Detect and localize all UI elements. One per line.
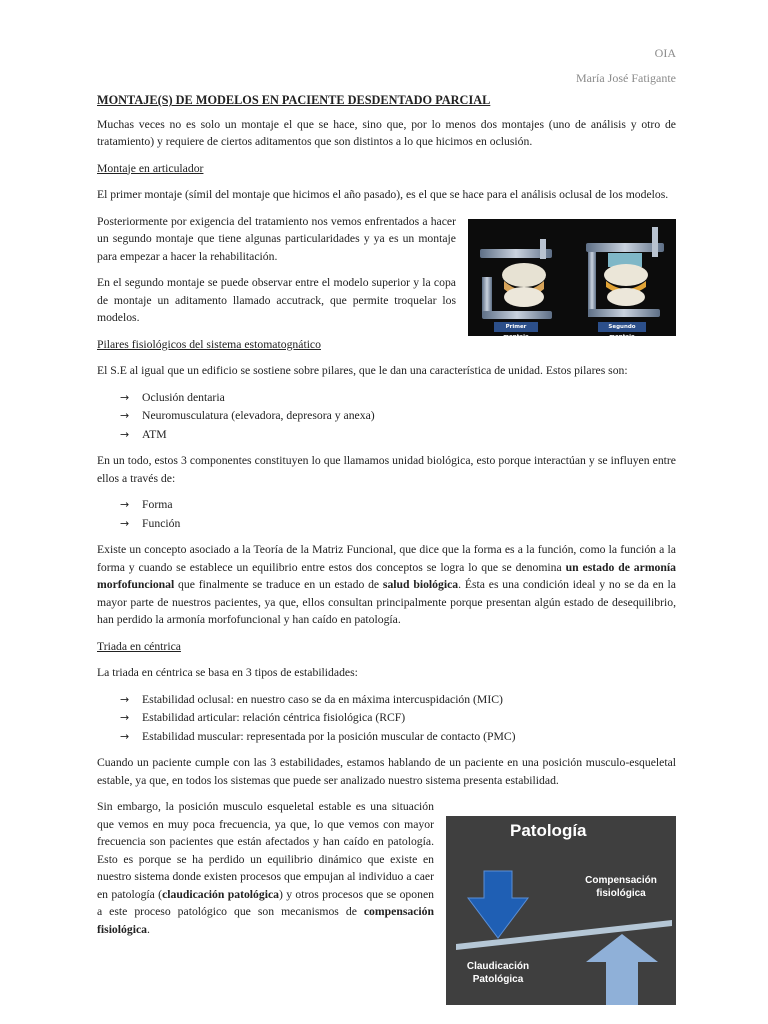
stability-list: [97, 691, 676, 746]
arrow-up-icon: [586, 934, 658, 1005]
pathology-diagram: [446, 816, 676, 1005]
arrow-right-icon: →: [120, 409, 130, 422]
caption-segundo-montaje: Segundo montaje: [598, 322, 646, 332]
intro-paragraph: Muchas veces no es solo un montaje el que se hace, sino que, por lo menos dos montajes (uno de análisis y otro de tratamiento) y requiere de ciertos aditamentos que son distintos a lo que hicimos en oclusión.: [97, 117, 676, 148]
section-heading-triada: Triada en céntrica: [97, 639, 181, 653]
list-item: → Estabilidad oclusal: en nuestro caso se da en máxima intercuspidación (MIC): [120, 691, 676, 709]
montaje-paragraph-3: En el segundo montaje se puede observar entre el modelo superior y la copa de montaje un aditamento llamado accutrack, que permite troquelar los modelos.: [97, 276, 456, 324]
caption-primer-montaje: Primer montaje: [494, 322, 538, 332]
articulator-photo: [468, 219, 676, 340]
pathology-diagram-panel: [446, 816, 676, 1005]
arrow-right-icon: →: [120, 390, 130, 404]
list-item: → Neuromusculatura (elevadora, depresora y anexa): [120, 407, 676, 425]
header-course: OIA: [654, 46, 676, 60]
arrow-right-icon: →: [120, 427, 130, 441]
pilares-paragraph-2: En un todo, estos 3 componentes constituyen lo que llamamos unidad biológica, esto porque interactúan y se influyen entre ellos a través de:: [97, 454, 676, 485]
section-heading-montaje: Montaje en articulador: [97, 161, 204, 175]
list-item: → Oclusión dentaria: [120, 389, 676, 407]
bold-term: un estado de armonía morfofuncional: [97, 560, 676, 591]
bold-term: compensación fisiológica: [97, 905, 434, 936]
arrow-right-icon: →: [120, 516, 130, 530]
montaje-paragraph-1: El primer montaje (símil del montaje que hicimos el año pasado), es el que se hace para el análisis oclusal de los modelos.: [97, 188, 669, 201]
list-item: → Forma: [120, 496, 676, 514]
pilares-paragraph-1: El S.E al igual que un edificio se sostiene sobre pilares, que le dan una característica de unidad. Estos pilares son:: [97, 364, 628, 377]
articulator-illustration: [468, 219, 676, 336]
list-item: → Estabilidad articular: relación céntrica fisiológica (RCF): [120, 709, 676, 727]
triada-paragraph-3: Sin embargo, la posición musculo esqueletal estable es una situación que vemos en muy poca frecuencia, ya que, lo que vemos con mayor frecuencia son pacientes que están afectados y han caído en patología. Esto es porque se ha perdido un equilibrio dinámico que existe en nuestro sistema donde existen procesos que empujan al individuo a caer en patología (claudicación patológica) y otros procesos que se oponen a este proceso patológico que son mecanismos de compensación fisiológica.: [97, 800, 434, 936]
arrow-right-icon: →: [120, 711, 130, 724]
label-compensacion: Compensación fisiológica: [585, 875, 657, 899]
document-title: MONTAJE(S) DE MODELOS EN PACIENTE DESDENTADO PARCIAL: [97, 93, 491, 107]
arrow-right-icon: →: [120, 498, 130, 511]
pillars-list: [97, 389, 676, 444]
list-item: → ATM: [120, 426, 676, 444]
triada-paragraph-2: Cuando un paciente cumple con las 3 estabilidades, estamos hablando de un paciente en una posición musculo-esqueletal estable, ya que, en todos los sistemas que puede ser analizado nuestro sistema presenta estabilidad.: [97, 756, 676, 787]
arrow-right-icon: →: [120, 692, 130, 706]
document-body: [97, 92, 676, 1005]
arrow-down-icon: [468, 871, 528, 938]
pilares-paragraph-3: Existe un concepto asociado a la Teoría de la Matriz Funcional, que dice que la forma es a la función, como la función a la forma y cuando se establece un equilibrio entre estos dos conceptos se logra lo que se denomina un estado de armonía morfofuncional que finalmente se traduce en un estado de salud biológica. Ésta es una condición ideal y no se da en la mayor parte de nuestros pacientes, ya que, ellos consultan principalmente porque presentan algún estado de desequilibrio, han perdido la armonía morfofuncional y han caído en patología.: [97, 543, 676, 626]
diagram-title: Patología: [510, 821, 587, 840]
label-claudicacion: Claudicación Patológica: [466, 961, 530, 985]
list-item: → Estabilidad muscular: representada por la posición muscular de contacto (PMC): [120, 728, 676, 746]
arrow-right-icon: →: [120, 729, 130, 743]
list-item: → Función: [120, 515, 676, 533]
section-heading-pilares: Pilares fisiológicos del sistema estomatognático: [97, 337, 321, 351]
header-author: María José Fatigante: [576, 71, 676, 85]
montaje-paragraph-2: Posteriormente por exigencia del tratamiento nos vemos enfrentados a hacer un segundo montaje que tiene algunas particularidades y ya es un montaje para empezar a hacer la rehabilitación.: [97, 214, 456, 263]
bold-term: claudicación patológica: [162, 887, 280, 901]
bold-term: salud biológica: [382, 578, 459, 591]
relations-list: [97, 496, 676, 532]
articulator-figure: [468, 219, 676, 340]
triada-paragraph-1: La triada en céntrica se basa en 3 tipos de estabilidades:: [97, 666, 358, 679]
